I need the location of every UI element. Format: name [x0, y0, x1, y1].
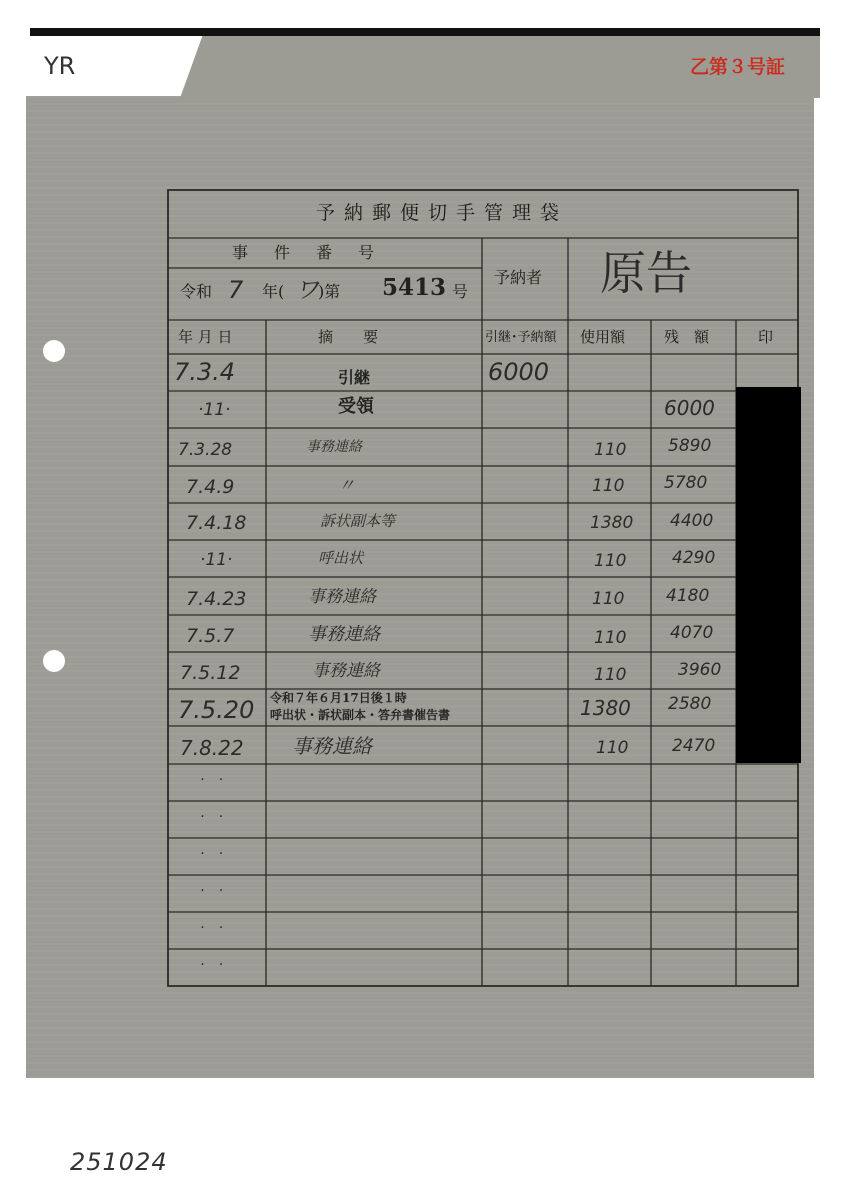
row-used: 110 [592, 476, 625, 496]
row-used: 1380 [590, 513, 634, 533]
row-balance: 3960 [678, 660, 722, 680]
gou-label: 号 [452, 282, 469, 301]
empty-row-marker: · · [200, 846, 223, 862]
row-summary: 〃 [338, 476, 355, 496]
row-balance: 2470 [672, 736, 716, 756]
row-date: 7.5.12 [180, 662, 241, 684]
row-summary-line1: 令和７年６月17日後１時 [270, 691, 407, 705]
payer-name: 原告 [600, 246, 692, 300]
exhibit-label: 乙第３号証 [690, 57, 786, 78]
col-used: 使用額 [580, 328, 626, 346]
year-unit: 年( [262, 282, 285, 301]
row-summary-line2: 呼出状・訴状副本・答弁書催告書 [270, 708, 451, 722]
col-summary: 摘 要 [318, 328, 379, 346]
col-date: 年 月 日 [178, 328, 233, 346]
empty-row-marker: · · [200, 772, 223, 788]
row-date: 7.3.4 [174, 358, 236, 386]
row-summary: 事務連絡 [292, 734, 372, 758]
row-summary: 事務連絡 [308, 587, 376, 607]
case-number-label: 事件番号 [232, 243, 401, 262]
row-date: 7.4.23 [186, 588, 247, 610]
row-used: 1380 [580, 696, 631, 720]
case-number: 5413 [382, 274, 447, 301]
row-used: 110 [594, 440, 627, 460]
row-summary: 引継 [338, 368, 371, 387]
row-balance: 5780 [664, 473, 708, 493]
empty-row-marker: · · [200, 957, 223, 973]
case-year: 7 [228, 276, 244, 304]
case-type: ワ [295, 276, 319, 304]
row-date: ·11· [200, 550, 233, 570]
col-balance: 残 額 [664, 328, 710, 346]
row-used: 110 [594, 665, 627, 685]
empty-row-marker: · · [200, 883, 223, 899]
row-summary: 訴状副本等 [320, 512, 396, 530]
row-balance: 4180 [666, 586, 710, 606]
row-used: 110 [592, 589, 625, 609]
row-balance: 4290 [672, 548, 716, 568]
row-date: 7.5.20 [178, 696, 255, 724]
row-used: 110 [596, 738, 629, 758]
row-date: 7.4.18 [186, 512, 247, 534]
row-used: 110 [594, 628, 627, 648]
row-used: 110 [594, 551, 627, 571]
row-date: 7.5.7 [186, 625, 235, 647]
row-date: 7.4.9 [186, 476, 235, 498]
row-summary: 受領 [338, 396, 374, 417]
empty-row-marker: · · [200, 809, 223, 825]
row-date: 7.8.22 [180, 736, 244, 760]
row-summary: 事務連絡 [312, 661, 380, 681]
row-carried: 6000 [488, 358, 550, 386]
payer-label: 予納者 [494, 268, 543, 287]
row-summary: 事務連絡 [308, 624, 380, 645]
redaction-block [736, 387, 801, 763]
empty-row-marker: · · [200, 920, 223, 936]
row-summary: 事務連絡 [306, 439, 362, 455]
initials-mark: YR [44, 52, 76, 80]
era-label: 令和 [180, 282, 213, 301]
row-balance: 4070 [670, 623, 714, 643]
col-seal: 印 [758, 328, 774, 346]
row-balance: 5890 [668, 436, 712, 456]
row-balance: 6000 [664, 396, 715, 420]
dai-label: )第 [318, 282, 341, 301]
footer-number: 251024 [70, 1148, 168, 1176]
row-date: ·11· [198, 400, 231, 420]
row-summary: 呼出状 [318, 549, 364, 567]
row-date: 7.3.28 [178, 440, 233, 460]
form-title: 予納郵便切手管理袋 [316, 202, 569, 224]
row-balance: 2580 [668, 694, 712, 714]
row-balance: 4400 [670, 511, 714, 531]
col-carried: 引継･予納額 [485, 330, 557, 345]
